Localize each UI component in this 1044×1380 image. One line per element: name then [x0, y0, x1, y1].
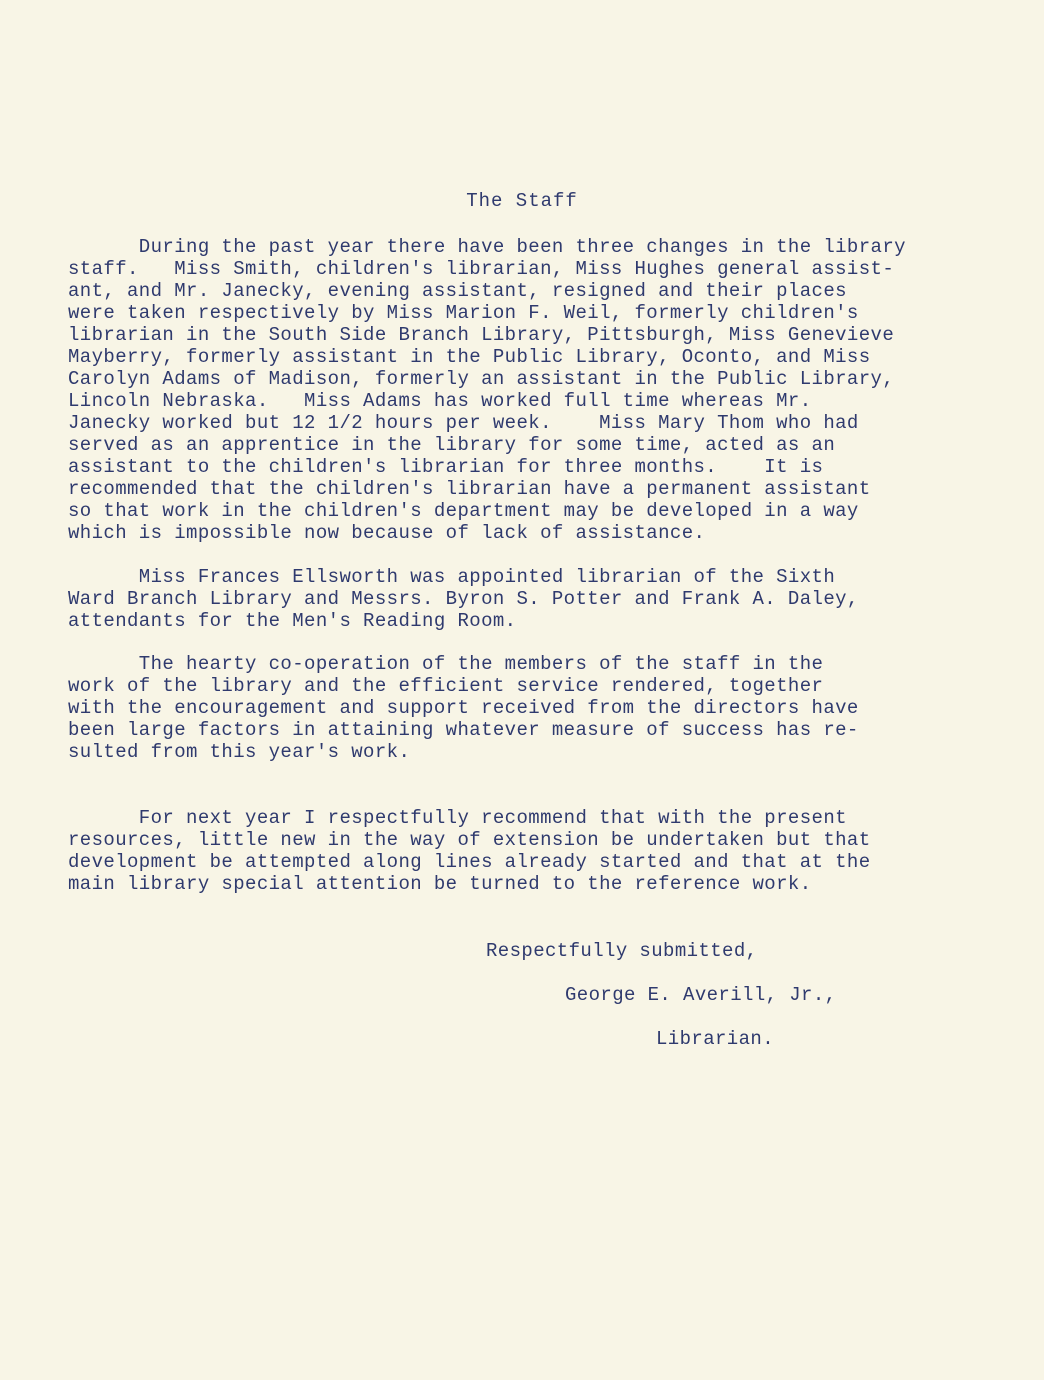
text-line: assistant to the children's librarian for three months. It is [68, 456, 824, 478]
text-line: staff. Miss Smith, children's librarian, Miss Hughes general assist- [68, 258, 895, 280]
text-line: were taken respectively by Miss Marion F. Weil, formerly children's [68, 302, 859, 324]
text-line: During the past year there have been three changes in the library [68, 236, 906, 258]
text-line: work of the library and the efficient service rendered, together [68, 675, 824, 697]
text-line: Miss Frances Ellsworth was appointed librarian of the Sixth [68, 566, 836, 588]
text-line: Mayberry, formerly assistant in the Public Library, Oconto, and Miss [68, 346, 871, 368]
text-line: resources, little new in the way of extension be undertaken but that [68, 829, 871, 851]
text-line: which is impossible now because of lack of assistance. [68, 522, 706, 544]
signature-position: Librarian. [656, 1028, 775, 1050]
text-line: The hearty co-operation of the members of the staff in the [68, 653, 824, 675]
text-line: sulted from this year's work. [68, 741, 411, 763]
text-line: attendants for the Men's Reading Room. [68, 610, 517, 632]
text-line: Carolyn Adams of Madison, formerly an assistant in the Public Library, [68, 368, 895, 390]
text-line: Janecky worked but 12 1/2 hours per week. Miss Mary Thom who had [68, 412, 859, 434]
closing-salutation: Respectfully submitted, [486, 940, 758, 962]
text-line: recommended that the children's librarian have a permanent assistant [68, 478, 871, 500]
text-line: Lincoln Nebraska. Miss Adams has worked full time whereas Mr. [68, 390, 812, 412]
text-line: so that work in the children's department may be developed in a way [68, 500, 859, 522]
text-line: with the encouragement and support received from the directors have [68, 697, 859, 719]
text-line: served as an apprentice in the library for some time, acted as an [68, 434, 836, 456]
text-line: been large factors in attaining whatever measure of success has re- [68, 719, 859, 741]
text-line: For next year I respectfully recommend that with the present [68, 807, 847, 829]
text-line: Ward Branch Library and Messrs. Byron S. Potter and Frank A. Daley, [68, 588, 859, 610]
page-title: The Staff [466, 190, 578, 212]
text-line: ant, and Mr. Janecky, evening assistant, resigned and their places [68, 280, 847, 302]
text-line: main library special attention be turned to the reference work. [68, 873, 812, 895]
text-line: development be attempted along lines already started and that at the [68, 851, 871, 873]
signature-name: George E. Averill, Jr., [565, 984, 837, 1006]
text-line: librarian in the South Side Branch Library, Pittsburgh, Miss Genevieve [68, 324, 895, 346]
